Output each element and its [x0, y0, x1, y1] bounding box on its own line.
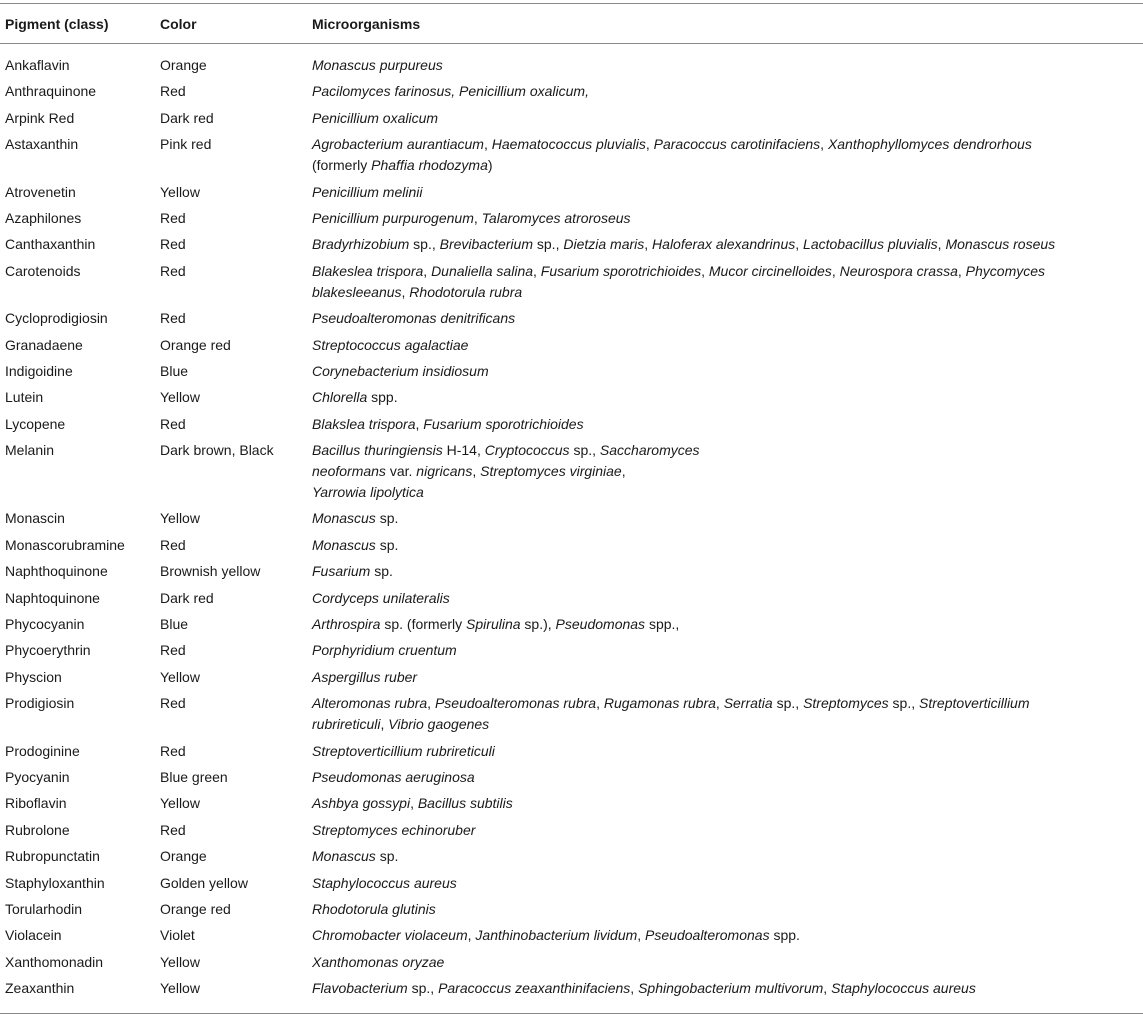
organism-text: sp.,: [569, 442, 600, 459]
cell-microorganisms: [312, 361, 1137, 382]
cell-microorganisms: [312, 978, 1137, 999]
species-name: Xanthophyllomyces dendrorhous: [827, 136, 1032, 153]
species-name: Chromobacter violaceum: [312, 927, 468, 944]
cell-color: Yellow: [160, 510, 200, 527]
species-name: Paracoccus carotinifaciens: [653, 136, 821, 153]
cell-microorganisms: [312, 55, 1137, 76]
species-name: Aspergillus ruber: [312, 668, 418, 685]
table-row: [0, 335, 1143, 361]
header-rule: [0, 43, 1143, 44]
species-name: Staphylococcus aureus: [312, 874, 457, 891]
cell-pigment: Violacein: [5, 927, 62, 944]
cell-color: Red: [160, 821, 186, 838]
cell-color: Orange: [160, 848, 207, 865]
species-name: Bradyrhizobium: [312, 236, 410, 253]
cell-color: Red: [160, 642, 186, 659]
table-row: [0, 414, 1143, 440]
cell-color: Red: [160, 742, 186, 759]
cell-pigment: Phycocyanin: [5, 616, 85, 633]
species-name: Streptococcus agalactiae: [312, 336, 469, 353]
cell-microorganisms: [312, 793, 1137, 814]
table-row: [0, 508, 1143, 534]
cell-color: Blue: [160, 362, 189, 379]
organism-text: sp.,: [409, 236, 440, 253]
cell-pigment: Zeaxanthin: [5, 980, 75, 997]
species-name: Corynebacterium insidiosum: [312, 362, 489, 379]
table-row: [0, 81, 1143, 107]
organism-text: ,: [473, 209, 482, 226]
cell-microorganisms: [312, 134, 1137, 176]
organism-text: sp.: [375, 848, 399, 865]
cell-pigment: Prodoginine: [5, 742, 80, 759]
cell-color: Pink red: [160, 136, 212, 153]
table-row: [0, 952, 1143, 978]
species-name: Serratia: [723, 695, 773, 712]
cell-color: Blue green: [160, 768, 228, 785]
species-name: Pseudoalteromonas rubra: [434, 695, 597, 712]
table-row: [0, 182, 1143, 208]
header-color: Color: [160, 15, 197, 32]
organism-text: (formerly: [312, 157, 372, 174]
species-name: Streptoverticillium rubrireticuli: [312, 742, 495, 759]
organism-text: sp.),: [520, 616, 556, 633]
cell-color: Red: [160, 536, 186, 553]
cell-pigment: Monascorubramine: [5, 536, 125, 553]
cell-color: Yellow: [160, 795, 200, 812]
cell-pigment: Rubrolone: [5, 821, 70, 838]
species-name: Streptoverticillium: [919, 695, 1030, 712]
table-row: [0, 925, 1143, 951]
species-name: Phaffia rhodozyma: [371, 157, 488, 174]
cell-color: Yellow: [160, 980, 200, 997]
table-row: [0, 899, 1143, 925]
species-name: Vibrio gaogenes: [388, 716, 490, 733]
cell-pigment: Anthraquinone: [5, 83, 97, 100]
table-row: [0, 588, 1143, 614]
species-name: Pseudomonas: [555, 616, 646, 633]
species-name: Haloferax alexandrinus: [652, 236, 796, 253]
cell-microorganisms: [312, 308, 1137, 329]
species-name: Blakeslea trispora: [312, 262, 424, 279]
table-row: [0, 308, 1143, 334]
cell-microorganisms: [312, 561, 1137, 582]
cell-pigment: Naphtoquinone: [5, 589, 100, 606]
table-row: [0, 846, 1143, 872]
cell-color: Orange: [160, 57, 207, 73]
cell-microorganisms: [312, 234, 1137, 255]
species-name: Rhodotorula glutinis: [312, 900, 436, 917]
cell-microorganisms: [312, 614, 1137, 635]
species-name: Paracoccus zeaxanthinifaciens: [438, 980, 631, 997]
cell-color: Blue: [160, 616, 189, 633]
cell-pigment: Rubropunctatin: [5, 848, 100, 865]
cell-microorganisms: [312, 925, 1137, 946]
species-name: rubrireticuli: [312, 716, 381, 733]
organism-text: ,: [823, 980, 832, 997]
species-name: Xanthomonas oryzae: [312, 953, 445, 970]
cell-color: Golden yellow: [160, 874, 248, 891]
organism-text: ,: [957, 262, 966, 279]
table-row: [0, 873, 1143, 899]
species-name: Staphylococcus aureus: [831, 980, 976, 997]
header-pigment: Pigment (class): [5, 15, 109, 32]
organism-text: ,: [630, 980, 639, 997]
cell-pigment: Phycoerythrin: [5, 642, 91, 659]
organism-text: ,: [621, 463, 626, 480]
table-row: [0, 55, 1143, 81]
cell-color: Yellow: [160, 183, 200, 200]
species-name: Pacilomyces farinosus, Penicillium oxalicum,: [312, 83, 589, 100]
species-name: Yarrowia lipolytica: [312, 484, 424, 501]
cell-color: Red: [160, 415, 186, 432]
table-row: [0, 208, 1143, 234]
cell-pigment: Xanthomonadin: [5, 953, 104, 970]
organism-text: spp.: [367, 389, 398, 406]
organism-text: ,: [483, 136, 492, 153]
cell-color: Red: [160, 209, 186, 226]
species-name: Fusarium sporotrichioides: [540, 262, 702, 279]
cell-microorganisms: [312, 335, 1137, 356]
species-name: Monascus: [312, 536, 376, 553]
organism-text: ,: [644, 236, 653, 253]
species-name: Bacillus thuringiensis: [312, 442, 443, 459]
organism-text: ,: [410, 795, 418, 812]
organism-text: ,: [831, 262, 840, 279]
cell-microorganisms: [312, 81, 1137, 102]
cell-microorganisms: [312, 108, 1137, 129]
organism-text: ,: [472, 463, 481, 480]
organism-text: var.: [385, 463, 417, 480]
table-row: [0, 614, 1143, 640]
species-name: Haematococcus pluvialis: [491, 136, 646, 153]
organism-text: sp.: [375, 510, 399, 527]
table-row: [0, 535, 1143, 561]
cell-microorganisms: [312, 182, 1137, 203]
cell-microorganisms: [312, 899, 1137, 920]
cell-color: Red: [160, 83, 186, 100]
organism-text: spp.,: [645, 616, 680, 633]
cell-microorganisms: [312, 846, 1137, 867]
species-name: Rhodotorula rubra: [409, 283, 523, 300]
table-row: [0, 793, 1143, 819]
species-name: Fusarium: [312, 563, 371, 580]
cell-microorganisms: [312, 440, 1137, 503]
species-name: Brevibacterium: [439, 236, 533, 253]
cell-color: Yellow: [160, 953, 200, 970]
cell-pigment: Lycopene: [5, 415, 66, 432]
species-name: Dietzia maris: [563, 236, 645, 253]
organism-text: sp.,: [888, 695, 920, 712]
cell-microorganisms: [312, 873, 1137, 894]
cell-pigment: Carotenoids: [5, 262, 81, 279]
species-name: Monascus: [312, 510, 376, 527]
species-name: Bacillus subtilis: [417, 795, 513, 812]
species-name: Pseudoalteromonas: [645, 927, 770, 944]
species-name: Ashbya gossypi: [312, 795, 411, 812]
cell-microorganisms: [312, 820, 1137, 841]
species-name: Cordyceps unilateralis: [312, 589, 450, 606]
cell-color: Dark red: [160, 589, 214, 606]
cell-color: Brownish yellow: [160, 563, 261, 580]
cell-microorganisms: [312, 952, 1137, 973]
organism-text: sp.: [375, 536, 399, 553]
cell-color: Red: [160, 310, 186, 327]
cell-pigment: Naphthoquinone: [5, 563, 108, 580]
species-name: Penicillium purpurogenum: [312, 209, 474, 226]
cell-color: Dark red: [160, 109, 214, 126]
cell-microorganisms: [312, 667, 1137, 688]
species-name: Streptomyces: [803, 695, 889, 712]
table-row: [0, 767, 1143, 793]
organism-text: sp.,: [533, 236, 564, 253]
organism-text: ,: [645, 136, 654, 153]
species-name: Lactobacillus pluvialis: [803, 236, 938, 253]
organism-text: ,: [715, 695, 724, 712]
table-row: [0, 361, 1143, 387]
species-name: Monascus purpureus: [312, 57, 443, 73]
cell-pigment: Ankaflavin: [5, 57, 70, 73]
table-row: [0, 261, 1143, 308]
organism-text: spp.: [769, 927, 800, 944]
cell-pigment: Lutein: [5, 389, 44, 406]
species-name: neoformans: [312, 463, 386, 480]
organism-text: ,: [467, 927, 476, 944]
species-name: Dunaliella salina: [431, 262, 534, 279]
organism-text: ,: [937, 236, 946, 253]
organism-text: ,: [401, 283, 410, 300]
species-name: Mucor circinelloides: [708, 262, 832, 279]
organism-text: ,: [380, 716, 389, 733]
cell-pigment: Arpink Red: [5, 109, 75, 126]
cell-pigment: Atrovenetin: [5, 183, 76, 200]
organism-text: ,: [415, 415, 424, 432]
species-name: Porphyridium cruentum: [312, 642, 457, 659]
cell-color: Orange red: [160, 336, 231, 353]
species-name: Janthinobacterium lividum: [475, 927, 638, 944]
cell-pigment: Physcion: [5, 668, 62, 685]
cell-pigment: Staphyloxanthin: [5, 874, 105, 891]
cell-pigment: Riboflavin: [5, 795, 67, 812]
species-name: Streptomyces echinoruber: [312, 821, 476, 838]
species-name: Chlorella: [312, 389, 368, 406]
cell-microorganisms: [312, 508, 1137, 529]
species-name: Cryptococcus: [484, 442, 570, 459]
cell-microorganisms: [312, 208, 1137, 229]
organism-text: ,: [795, 236, 804, 253]
species-name: Blakslea trispora: [312, 415, 416, 432]
species-name: Spirulina: [466, 616, 521, 633]
cell-pigment: Monascin: [5, 510, 65, 527]
table-row: [0, 640, 1143, 666]
cell-color: Red: [160, 236, 186, 253]
table-body: [0, 55, 1143, 1005]
cell-pigment: Indigoidine: [5, 362, 73, 379]
table-row: [0, 561, 1143, 587]
cell-microorganisms: [312, 535, 1137, 556]
cell-pigment: Prodigiosin: [5, 695, 75, 712]
table-row: [0, 134, 1143, 181]
cell-pigment: Granadaene: [5, 336, 83, 353]
organism-text: H-14,: [442, 442, 485, 459]
table-row: [0, 440, 1143, 508]
cell-pigment: Astaxanthin: [5, 136, 79, 153]
species-name: Fusarium sporotrichioides: [423, 415, 584, 432]
species-name: Monascus: [312, 848, 376, 865]
organism-text: ,: [427, 695, 435, 712]
cell-color: Dark brown, Black: [160, 442, 274, 459]
organism-text: ): [487, 157, 493, 174]
cell-pigment: Cycloprodigiosin: [5, 310, 108, 327]
table-bottom-rule: [0, 1013, 1143, 1014]
cell-microorganisms: [312, 387, 1137, 408]
cell-microorganisms: [312, 640, 1137, 661]
organism-text: ,: [701, 262, 709, 279]
table-row: [0, 234, 1143, 260]
species-name: Penicillium melinii: [312, 183, 423, 200]
cell-pigment: Pyocyanin: [5, 768, 70, 785]
species-name: Pseudoalteromonas denitrificans: [312, 310, 516, 327]
table-row: [0, 108, 1143, 134]
cell-pigment: Canthaxanthin: [5, 236, 96, 253]
cell-microorganisms: [312, 261, 1137, 303]
species-name: Streptomyces virginiae: [480, 463, 622, 480]
organism-text: sp.: [370, 563, 393, 580]
table-row: [0, 820, 1143, 846]
header-microorganisms: Microorganisms: [312, 15, 421, 32]
organism-text: sp.,: [772, 695, 804, 712]
species-name: Flavobacterium: [312, 980, 408, 997]
cell-color: Yellow: [160, 389, 200, 406]
species-name: Saccharomyces: [599, 442, 700, 459]
organism-text: sp. (formerly: [380, 616, 467, 633]
species-name: Sphingobacterium multivorum: [638, 980, 824, 997]
cell-color: Yellow: [160, 668, 200, 685]
cell-color: Red: [160, 262, 186, 279]
species-name: Rugamonas rubra: [603, 695, 716, 712]
cell-pigment: Azaphilones: [5, 209, 82, 226]
table-row: [0, 387, 1143, 413]
cell-microorganisms: [312, 741, 1137, 762]
cell-color: Red: [160, 695, 186, 712]
cell-color: Violet: [160, 927, 195, 944]
cell-color: Orange red: [160, 900, 231, 917]
organism-text: ,: [820, 136, 828, 153]
table-row: [0, 693, 1143, 740]
species-name: Alteromonas rubra: [312, 695, 428, 712]
organism-text: ,: [596, 695, 604, 712]
cell-microorganisms: [312, 693, 1137, 735]
cell-microorganisms: [312, 588, 1137, 609]
species-name: Phycomyces: [965, 262, 1046, 279]
cell-microorganisms: [312, 767, 1137, 788]
table-row: [0, 741, 1143, 767]
organism-text: ,: [637, 927, 646, 944]
organism-text: sp.,: [407, 980, 439, 997]
species-name: blakesleeanus: [312, 283, 402, 300]
species-name: nigricans: [416, 463, 473, 480]
species-name: Neurospora crassa: [839, 262, 958, 279]
cell-microorganisms: [312, 414, 1137, 435]
species-name: Pseudomonas aeruginosa: [312, 768, 475, 785]
table-row: [0, 978, 1143, 1004]
species-name: Agrobacterium aurantiacum: [312, 136, 484, 153]
cell-pigment: Torularhodin: [5, 900, 83, 917]
table-row: [0, 667, 1143, 693]
species-name: Monascus roseus: [945, 236, 1056, 253]
organism-text: ,: [533, 262, 541, 279]
cell-pigment: Melanin: [5, 442, 55, 459]
species-name: Penicillium oxalicum: [312, 109, 439, 126]
organism-text: ,: [423, 262, 432, 279]
species-name: Arthrospira: [312, 616, 381, 633]
species-name: Talaromyces atroroseus: [481, 209, 631, 226]
